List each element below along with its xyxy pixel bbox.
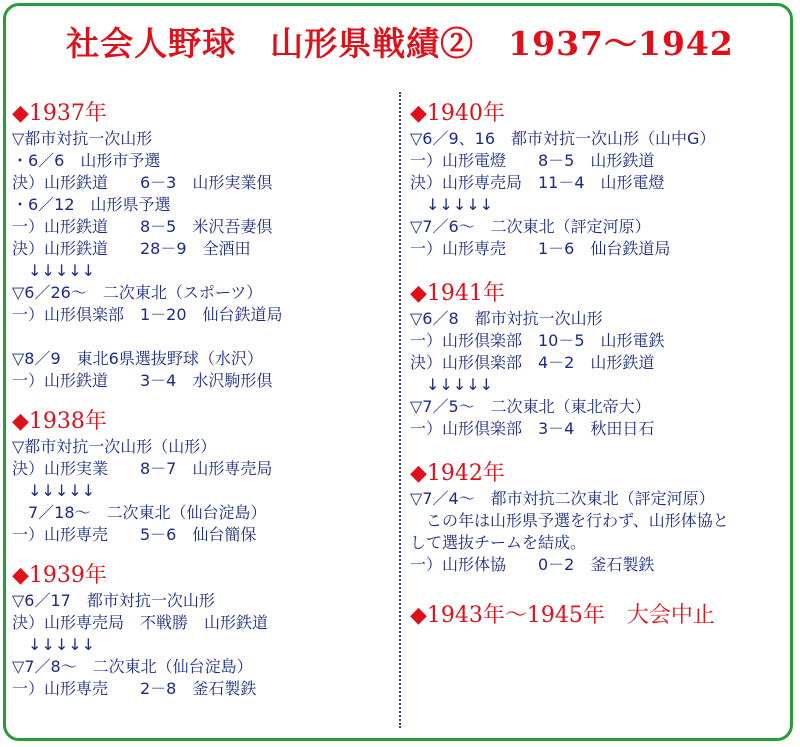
record-line: 決）山形専売局 不戦勝 山形鉄道 <box>12 613 269 632</box>
section-1941 <box>410 280 790 440</box>
record-line: ▽8／9 東北6県選抜野球（水沢） <box>12 349 263 368</box>
year-heading: ◆1939年 <box>12 563 107 588</box>
record-line: ↓↓↓↓↓ <box>12 635 96 654</box>
record-line <box>12 326 392 348</box>
record-line: ▽7／4〜 都市対抗二次東北（評定河原） <box>410 489 715 508</box>
column-divider <box>399 92 401 728</box>
section-spacer <box>12 392 392 408</box>
record-line: 7／18〜 二次東北（仙台淀島） <box>12 503 267 522</box>
record-line: 決）山形倶楽部 4－2 山形鉄道 <box>410 353 655 372</box>
section-1937 <box>12 100 392 392</box>
record-line: ▽6／9、16 都市対抗一次山形（山中G） <box>410 129 716 148</box>
record-line: ▽都市対抗一次山形（山形） <box>12 437 217 456</box>
record-line: 一）山形倶楽部 10－5 山形電鉄 <box>410 331 665 350</box>
suspension-note: ◆1943年〜1945年 大会中止 <box>410 603 715 628</box>
section-spacer <box>410 260 790 280</box>
record-line: 一）山形専売 2－8 釜石製鉄 <box>12 679 257 698</box>
record-line: ・6／6 山形市予選 <box>12 151 161 170</box>
record-line: 一）山形倶楽部 1－20 仙台鉄道局 <box>12 305 283 324</box>
section-1939 <box>12 562 392 700</box>
record-line: ↓↓↓↓↓ <box>410 375 494 394</box>
year-heading: ◆1941年 <box>410 281 505 306</box>
section-1938 <box>12 408 392 546</box>
record-line: 一）山形電燈 8－5 山形鉄道 <box>410 151 655 170</box>
record-line: ↓↓↓↓↓ <box>12 261 96 280</box>
section-spacer <box>410 440 790 460</box>
right-column <box>410 100 790 630</box>
record-line: 決）山形鉄道 28－9 全酒田 <box>12 239 251 258</box>
page-title: 社会人野球 山形県戦績② 1937〜1942 <box>66 24 734 63</box>
record-line: 一）山形鉄道 8－5 米沢吾妻倶 <box>12 217 273 236</box>
record-line: ▽6／8 都市対抗一次山形 <box>410 309 603 328</box>
record-line: 決）山形実業 8－7 山形専売局 <box>12 459 273 478</box>
year-heading: ◆1940年 <box>410 101 505 126</box>
record-line: ▽7／6〜 二次東北（評定河原） <box>410 217 651 236</box>
record-line: ▽都市対抗一次山形 <box>12 129 153 148</box>
record-line: 一）山形倶楽部 3－4 秋田日石 <box>410 419 655 438</box>
year-heading: ◆1938年 <box>12 409 107 434</box>
record-line: ↓↓↓↓↓ <box>12 481 96 500</box>
record-line: 一）山形鉄道 3－4 水沢駒形倶 <box>12 371 273 390</box>
section-spacer <box>12 546 392 562</box>
record-line: この年は山形県予選を行わず、山形体協と <box>410 511 729 530</box>
section-1942 <box>410 460 790 576</box>
year-heading: ◆1942年 <box>410 461 505 486</box>
record-line: ↓↓↓↓↓ <box>410 195 494 214</box>
record-line: 決）山形鉄道 6－3 山形実業倶 <box>12 173 273 192</box>
record-line: 一）山形体協 0－2 釜石製鉄 <box>410 555 655 574</box>
record-line: ・6／12 山形県予選 <box>12 195 171 214</box>
record-line: ▽6／17 都市対抗一次山形 <box>12 591 215 610</box>
year-heading: ◆1937年 <box>12 101 107 126</box>
record-line: 一）山形専売 5－6 仙台簡保 <box>12 525 257 544</box>
section-spacer <box>410 576 790 596</box>
record-line: 決）山形専売局 11－4 山形電燈 <box>410 173 665 192</box>
section-1940 <box>410 100 790 260</box>
record-line: ▽7／5〜 二次東北（東北帝大） <box>410 397 651 416</box>
record-line: ▽6／26〜 二次東北（スポーツ） <box>12 283 263 302</box>
record-line: して選抜チームを結成。 <box>410 533 587 552</box>
record-line: ▽7／8〜 二次東北（仙台淀島） <box>12 657 253 676</box>
record-line: 一）山形専売 1－6 仙台鉄道局 <box>410 239 671 258</box>
left-column <box>12 100 392 700</box>
